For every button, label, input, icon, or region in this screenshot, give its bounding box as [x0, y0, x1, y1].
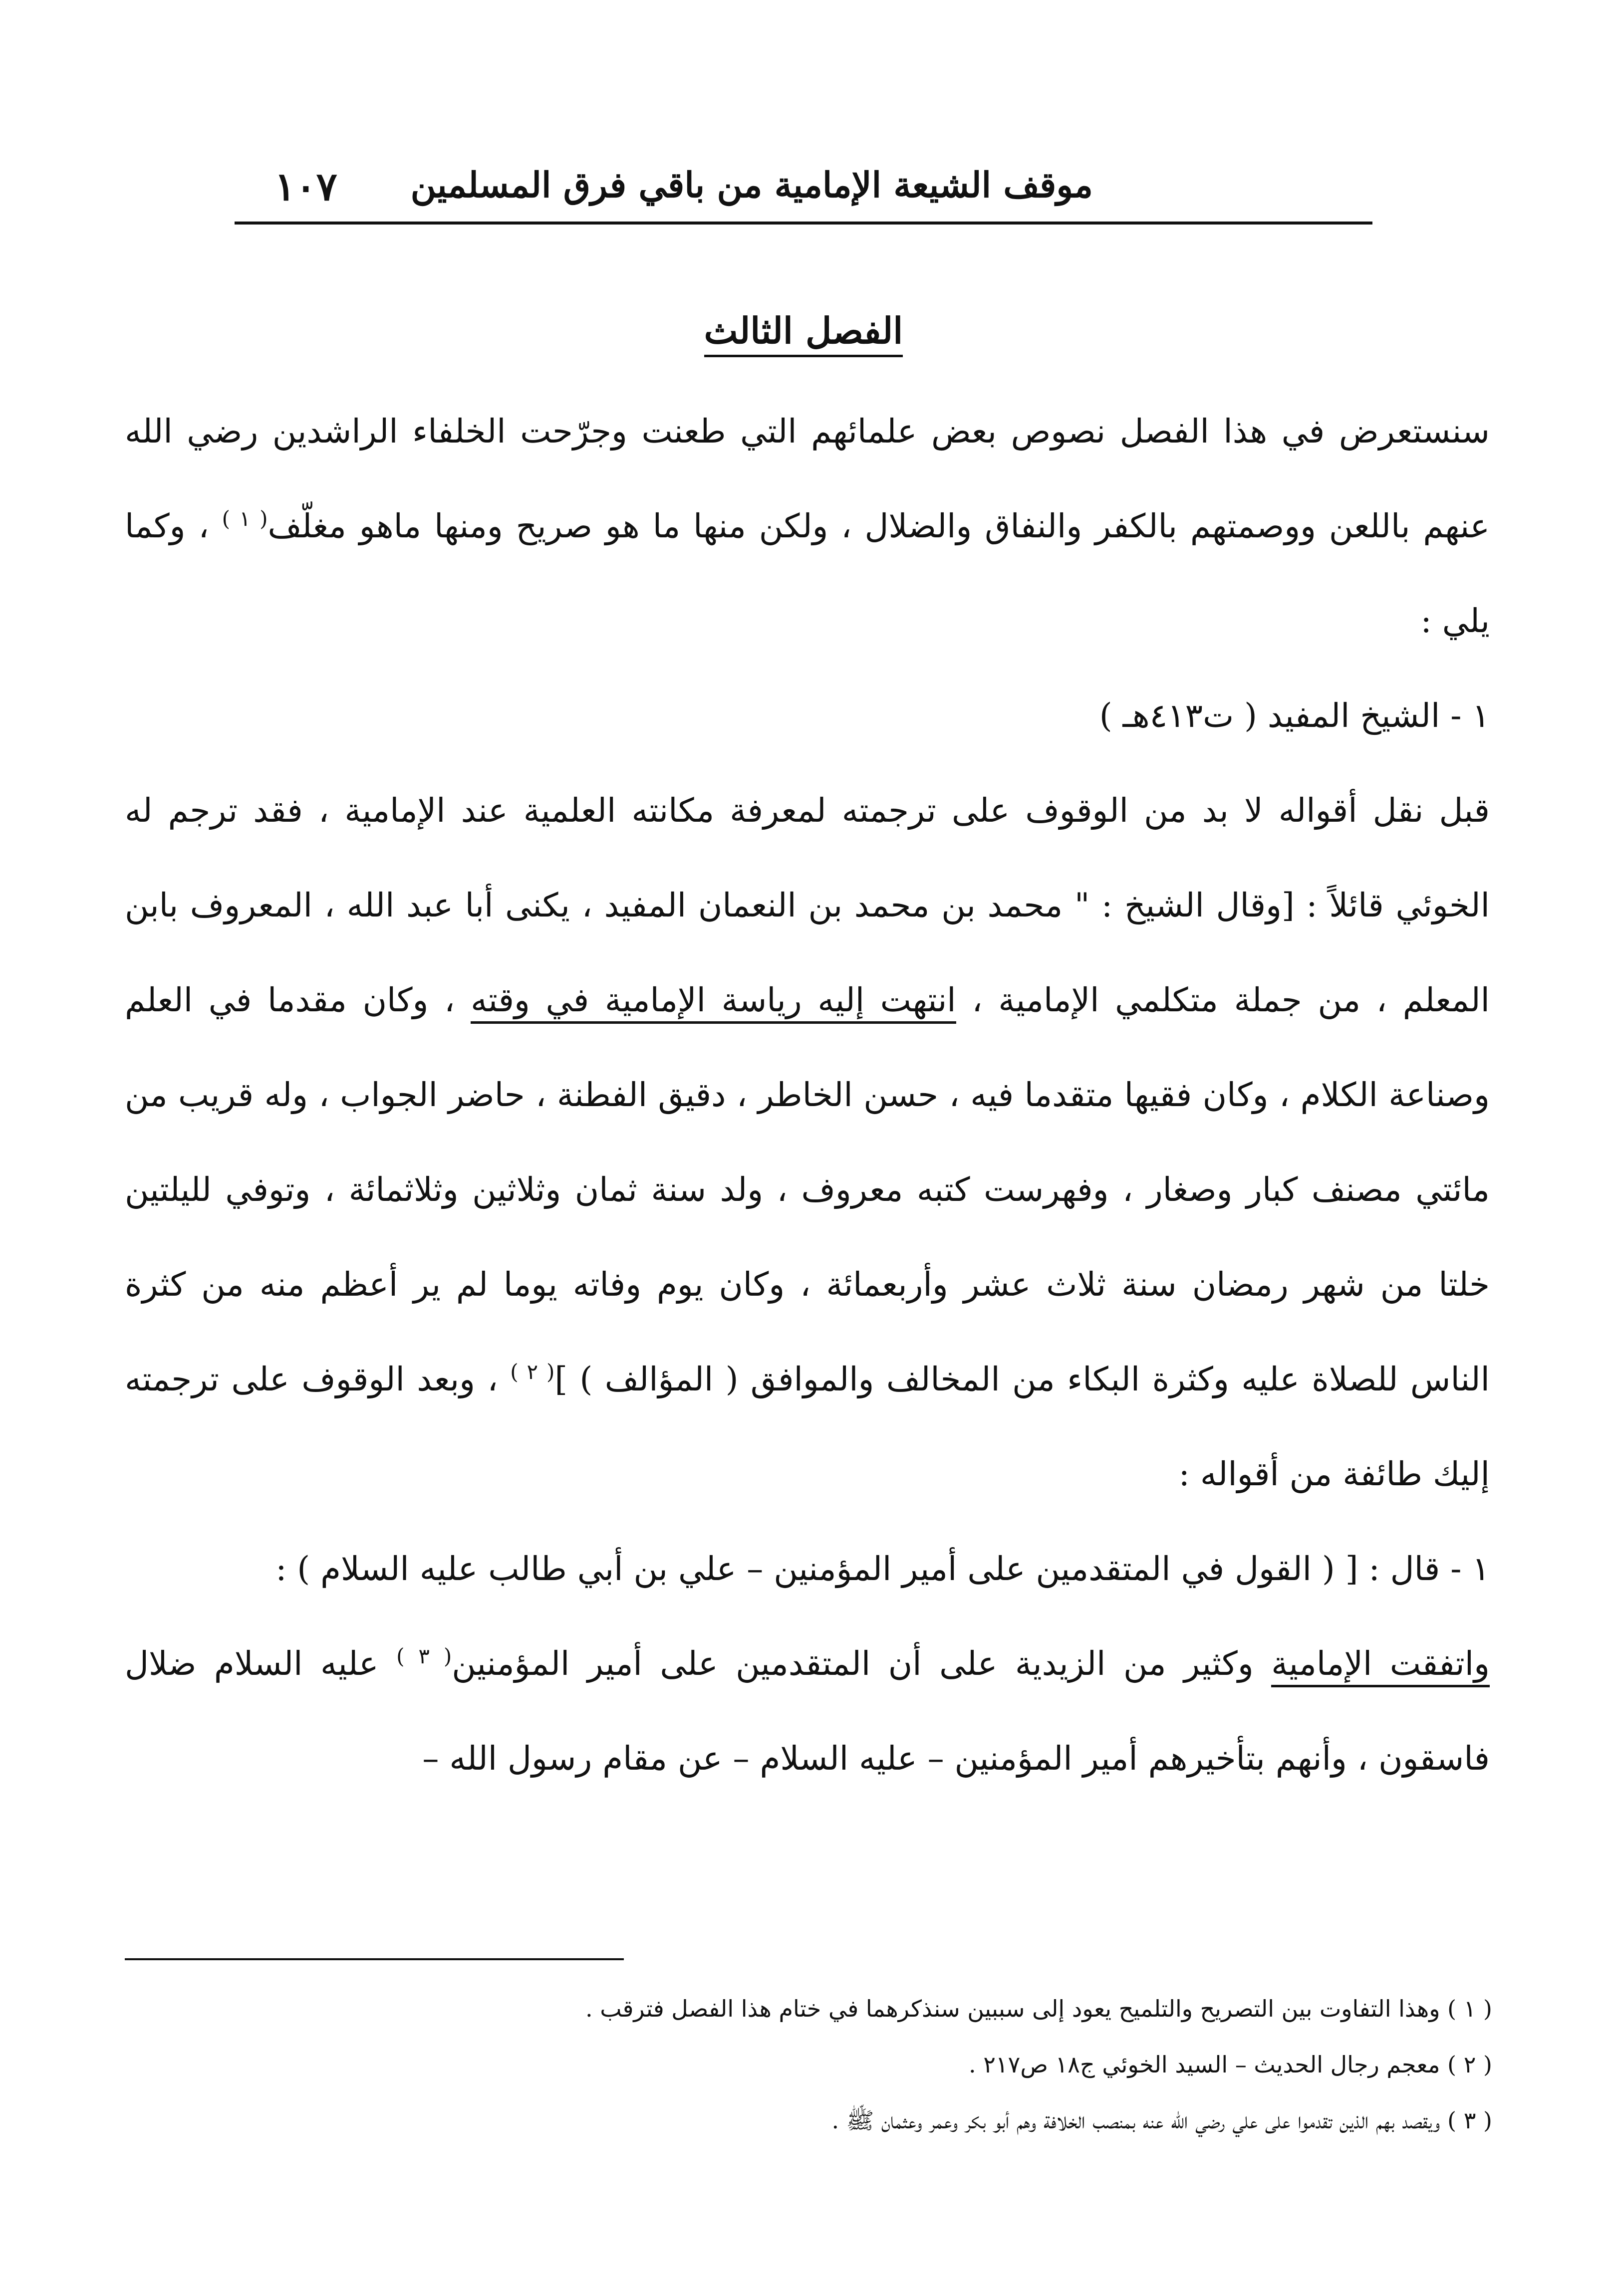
header-divider: [235, 222, 1372, 225]
footnote-3: ( ٣ ) ويقصد بهم الذين تقدموا على علي رضي الله عنه بمنصب الخلافة وهم أبو بكر وعمر وعثمان ﷺ .: [831, 2107, 1492, 2134]
page-number: ١٠٧: [274, 164, 337, 210]
footnote-ref-1: ( ١ ): [222, 506, 268, 531]
item-heading: ١ - الشيخ المفيد ( ت٤١٣هـ ): [1099, 696, 1490, 735]
quote-heading: ١ - قال : [ ( القول في المتقدمين على أمير المؤمنين – علي بن أبي طالب عليه السلام ) :: [275, 1550, 1490, 1588]
footnotes: [125, 1981, 1492, 2148]
footnote-ref-2: ( ٢ ): [510, 1360, 555, 1384]
biography-text-end: ، وبعد الوقوف على ترجمته إليك طائفة من أقواله :: [125, 1360, 1490, 1493]
intro-text-end: ، وكما يلي :: [125, 507, 1490, 640]
quote-text-end: عليه السلام ضلال فاسقون ، وأنهم بتأخيرهم أمير المؤمنين – عليه السلام – عن مقام رسول الله –: [125, 1644, 1490, 1778]
footnote-2: ( ٢ ) معجم رجال الحديث – السيد الخوئي ج١٨ ص٢١٧ .: [968, 2051, 1492, 2078]
chapter-title: الفصل الثالث: [704, 309, 903, 357]
intro-paragraph: [125, 384, 1490, 669]
quote-paragraph: [125, 1616, 1490, 1806]
footnote-ref-3: ( ٣ ): [396, 1644, 452, 1668]
underlined-phrase-2: واتفقت الإمامية: [1271, 1644, 1490, 1687]
biography-text-start: قبل نقل أقواله لا بد من الوقوف على ترجمته لمعرفة مكانته العلمية عند الإمامية ، فقد ترجم له الخوئي قائلاً : [وقال الشيخ : " محمد بن محمد بن النعمان المفيد ، يكنى أبا عبد الله ، المعروف بابن المعلم ، من جملة متكلمي الإمامية ،: [125, 791, 1490, 1019]
body-text: [125, 384, 1490, 1806]
biography-text-middle: ، وكان مقدما في العلم وصناعة الكلام ، وكان فقيها متقدما فيه ، حسن الخاطر ، دقيق الفطنة ، حاضر الجواب ، وله قريب من مائتي مصنف كبار وصغار ، وفهرست كتبه معروف ، ولد سنة ثمان وثلاثين وثلاثمائة ، وتوفي لليلتين خلتا من شهر رمضان سنة ثلاث عشر وأربعمائة ، وكان يوم وفاته يوما لم ير أعظم منه من كثرة الناس للصلاة عليه وكثرة البكاء من المخالف والموافق ( المؤالف ) ]: [125, 981, 1490, 1398]
underlined-phrase: انتهت إليه رياسة الإمامية في وقته: [471, 981, 956, 1024]
chapter-heading: [0, 309, 1607, 352]
footnote-divider: [125, 1958, 624, 1960]
running-title: موقف الشيعة الإمامية من باقي فرق المسلمين: [410, 164, 1093, 206]
quote-text-start: وكثير من الزيدية على أن المتقدمين على أمير المؤمنين: [452, 1644, 1254, 1683]
intro-text: سنستعرض في هذا الفصل نصوص بعض علمائهم التي طعنت وجرّحت الخلفاء الراشدين رضي الله عنهم باللعن ووصمتهم بالكفر والنفاق والضلال ، ولكن منها ما هو صريح ومنها ماهو مغلّف: [125, 412, 1490, 545]
page-header: [235, 150, 1372, 225]
footnote-1: ( ١ ) وهذا التفاوت بين التصريح والتلميح يعود إلى سببين سنذكرهما في ختام هذا الفصل فترقب .: [585, 1995, 1492, 2022]
biography-paragraph: [125, 763, 1490, 1522]
